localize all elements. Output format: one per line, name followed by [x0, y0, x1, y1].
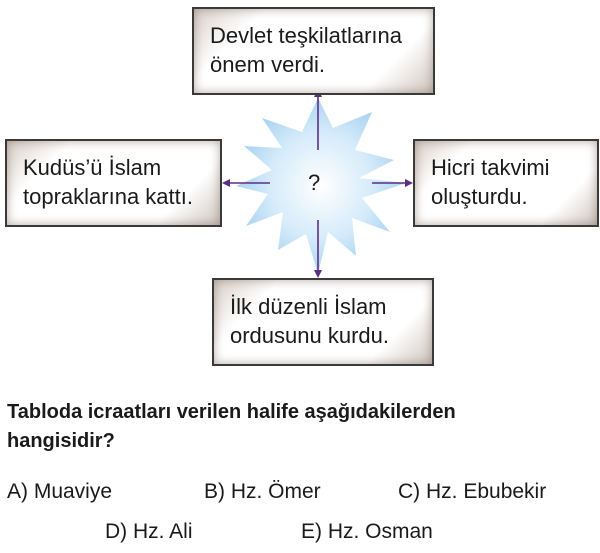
box-bottom-line1: İlk düzenli İslam	[230, 294, 387, 319]
box-right-line2: oluşturdu.	[431, 184, 528, 209]
achievement-box-bottom	[212, 278, 434, 366]
achievement-box-right	[413, 139, 599, 227]
box-top-line1: Devlet teşkilatlarına	[210, 23, 402, 48]
option-b[interactable]: B) Hz. Ömer	[204, 480, 321, 503]
achievement-box-left	[5, 139, 222, 227]
starburst-shape	[236, 98, 406, 274]
box-left-line2: topraklarına kattı.	[23, 184, 193, 209]
option-a[interactable]: A) Muaviye	[7, 480, 113, 503]
option-c[interactable]: C) Hz. Ebubekir	[398, 480, 547, 503]
box-left-line1: Kudüs’ü İslam	[23, 155, 162, 180]
box-bottom-line2: ordusunu kurdu.	[230, 323, 389, 348]
center-question-mark: ?	[308, 170, 321, 195]
achievement-box-top	[192, 7, 435, 95]
box-top-line2: önem verdi.	[210, 52, 325, 77]
question-line1: Tabloda icraatları verilen halife aşağıdakilerden	[7, 401, 456, 423]
option-e[interactable]: E) Hz. Osman	[301, 520, 433, 543]
question-text	[7, 398, 597, 456]
option-d[interactable]: D) Hz. Ali	[105, 520, 193, 543]
question-line2: hangisidir?	[7, 430, 115, 452]
box-right-line1: Hicri takvimi	[431, 155, 550, 180]
